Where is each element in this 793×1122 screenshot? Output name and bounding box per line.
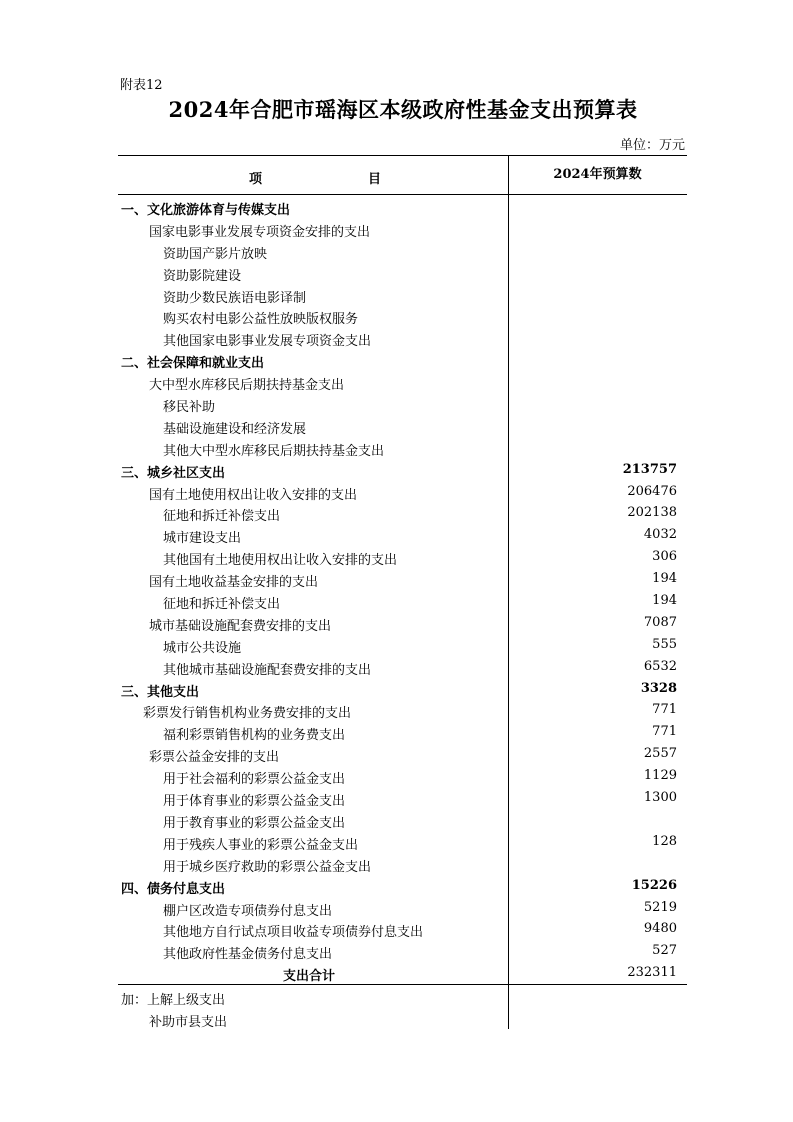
row-label: 其他城市基础设施配套费安排的支出 xyxy=(163,662,372,678)
table-row xyxy=(118,656,687,678)
row-value: 194 xyxy=(652,571,677,587)
row-label: 国有土地使用权出让收入安排的支出 xyxy=(149,487,358,503)
row-label: 用于残疾人事业的彩票公益金支出 xyxy=(163,837,359,853)
row-value: 771 xyxy=(652,702,677,718)
row-label: 一、文化旅游体育与传媒支出 xyxy=(121,203,291,218)
table-row xyxy=(118,305,687,327)
row-label: 用于教育事业的彩票公益金支出 xyxy=(163,815,346,831)
row-label: 支出合计 xyxy=(283,969,336,985)
table-row xyxy=(118,546,687,568)
item-header-char-2: 目 xyxy=(368,172,382,187)
row-label: 棚户区改造专项债券付息支出 xyxy=(163,903,333,919)
row-value: 232311 xyxy=(627,965,677,981)
row-label: 资助少数民族语电影译制 xyxy=(163,290,307,306)
row-value: 4032 xyxy=(643,527,677,543)
table-row xyxy=(118,327,687,349)
table-header xyxy=(118,156,687,195)
table-row xyxy=(118,962,687,985)
row-label: 补助市县支出 xyxy=(149,1015,228,1031)
table-row xyxy=(118,568,687,590)
row-label: 二、社会保障和就业支出 xyxy=(121,356,265,372)
table-row xyxy=(118,612,687,634)
row-label: 其他大中型水库移民后期扶持基金支出 xyxy=(163,443,385,459)
row-value: 213757 xyxy=(622,461,677,477)
row-value: 2557 xyxy=(643,746,677,762)
row-value: 6532 xyxy=(643,658,677,674)
row-value: 194 xyxy=(652,593,677,609)
table-row xyxy=(118,853,687,875)
row-label: 移民补助 xyxy=(163,400,216,416)
row-value: 3328 xyxy=(640,680,677,696)
row-label: 基础设施建设和经济发展 xyxy=(163,421,307,437)
row-label: 国有土地收益基金安排的支出 xyxy=(149,575,319,591)
table-row xyxy=(118,634,687,656)
row-label: 购买农村电影公益性放映版权服务 xyxy=(163,312,359,328)
row-value: 555 xyxy=(652,636,677,652)
row-label: 其他地方自行试点项目收益专项债券付息支出 xyxy=(163,925,424,941)
row-value: 202138 xyxy=(627,505,677,521)
row-value: 9480 xyxy=(643,921,677,937)
table-row xyxy=(118,940,687,962)
table-row xyxy=(118,524,687,546)
item-header-char-1: 项 xyxy=(249,172,263,187)
row-label: 四、债务付息支出 xyxy=(121,881,226,897)
table-row xyxy=(118,349,687,371)
row-label: 资助影院建设 xyxy=(163,268,242,284)
table-row xyxy=(118,481,687,503)
table-row xyxy=(118,809,687,831)
item-column-header xyxy=(118,156,508,194)
table-row xyxy=(118,502,687,524)
row-label: 城市建设支出 xyxy=(163,531,242,547)
row-value: 1300 xyxy=(643,790,677,806)
table-row xyxy=(118,743,687,765)
row-label: 征地和拆迁补偿支出 xyxy=(163,597,281,613)
table-row xyxy=(118,765,687,787)
unit-label: 单位：万元 xyxy=(619,138,685,153)
table-row xyxy=(118,262,687,284)
row-value: 206476 xyxy=(627,483,677,499)
row-value: 7087 xyxy=(643,614,677,630)
table-row xyxy=(118,897,687,919)
table-row xyxy=(118,787,687,809)
table-row xyxy=(118,678,687,700)
table-row xyxy=(118,459,687,481)
row-value: 128 xyxy=(652,833,677,849)
table-row xyxy=(118,393,687,415)
table-extra-rows xyxy=(118,986,687,1030)
table-row xyxy=(118,986,687,1008)
row-value: 306 xyxy=(652,549,677,565)
row-label: 其他国家电影事业发展专项资金支出 xyxy=(163,334,372,350)
table-row xyxy=(118,699,687,721)
table-row xyxy=(118,1008,687,1030)
table-row xyxy=(118,831,687,853)
row-label: 用于体育事业的彩票公益金支出 xyxy=(163,794,346,810)
row-label: 征地和拆迁补偿支出 xyxy=(163,509,281,525)
table-body xyxy=(118,196,687,985)
row-label: 其他国有土地使用权出让收入安排的支出 xyxy=(163,553,398,569)
table-row xyxy=(118,218,687,240)
row-label: 用于城乡医疗救助的彩票公益金支出 xyxy=(163,859,372,875)
row-value: 527 xyxy=(652,943,677,959)
table-row xyxy=(118,240,687,262)
row-label: 三、城乡社区支出 xyxy=(121,465,226,481)
row-label: 其他政府性基金债务付息支出 xyxy=(163,947,333,963)
table-row xyxy=(118,590,687,612)
row-label: 彩票发行销售机构业务费安排的支出 xyxy=(143,706,352,722)
row-label: 国家电影事业发展专项资金安排的支出 xyxy=(149,224,371,240)
row-value: 771 xyxy=(652,724,677,740)
row-label: 资助国产影片放映 xyxy=(163,246,268,262)
row-label: 城市公共设施 xyxy=(163,640,242,656)
row-label: 加：上解上级支出 xyxy=(121,993,226,1009)
table-row xyxy=(118,371,687,393)
row-value: 5219 xyxy=(643,899,677,915)
attachment-number: 附表12 xyxy=(120,78,163,93)
row-value: 15226 xyxy=(631,877,677,893)
table-row xyxy=(118,875,687,897)
budget-column-header: 2024年预算数 xyxy=(553,167,642,182)
table-row xyxy=(118,196,687,218)
table-row xyxy=(118,721,687,743)
row-label: 用于社会福利的彩票公益金支出 xyxy=(163,772,346,788)
table-row xyxy=(118,415,687,437)
table-row xyxy=(118,918,687,940)
row-label: 福利彩票销售机构的业务费支出 xyxy=(163,728,346,744)
page-title: 2024年合肥市瑶海区本级政府性基金支出预算表 xyxy=(168,97,638,122)
table-row xyxy=(118,437,687,459)
row-label: 彩票公益金安排的支出 xyxy=(149,750,280,766)
row-label: 三、其他支出 xyxy=(121,684,200,700)
row-label: 大中型水库移民后期扶持基金支出 xyxy=(149,378,345,394)
row-label: 城市基础设施配套费安排的支出 xyxy=(149,618,332,634)
row-value: 1129 xyxy=(643,768,677,784)
table-row xyxy=(118,284,687,306)
